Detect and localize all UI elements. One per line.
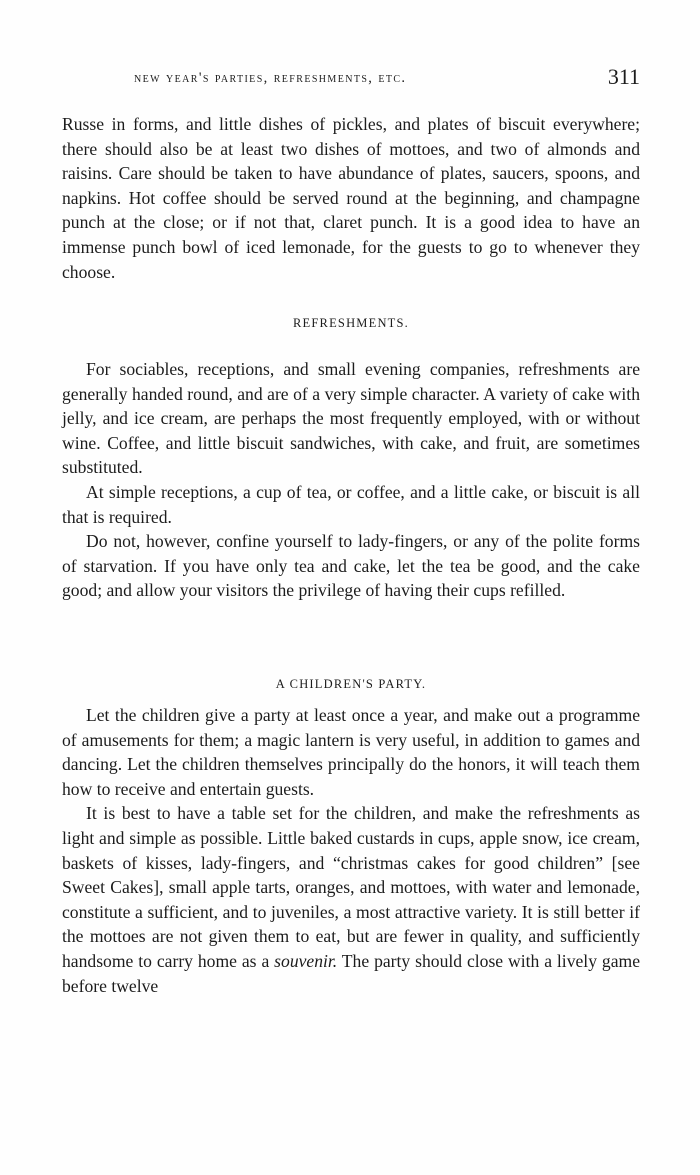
running-head: new year's parties, refreshments, etc. [134,70,407,86]
paragraph-children-party: Let the children give a party at least once a year, and make out a programme of amusements for them; a magic lantern is very useful, in addition to games and dancing. Let the children themselves principally do the honors, it will teach them how to receive and entertain guests. [62,705,640,799]
paragraph-lady-fingers: Do not, however, confine yourself to lady-fingers, or any of the polite forms of starvation. If you have only tea and cake, let the tea be good, and the cake good; and allow your visitors the privilege of having their cups refilled. [62,531,640,601]
page-header [62,64,640,96]
text-block-top [62,112,640,284]
page-number: 311 [607,64,640,89]
text-block-childrens-party [62,703,640,998]
souvenir-word: souvenir. [274,950,338,971]
paragraph-simple-receptions: At simple receptions, a cup of tea, or coffee, and a little cake, or biscuit is all that is required. [62,481,640,527]
paragraph-table-set-text: It is best to have a table set for the children, and make the refreshments as light and simple as possible. Little baked custards in cups, apple snow, ice cream, baskets of kisses, lady-fingers, and “christmas cakes for good children” [see Sweet Cakes], small apple tarts, oranges, and mottoes, with water and lemonade, constitute a sufficient, and to juveniles, a most attractive variety. It is still better if the mottoes are not given them to eat, but are fewer in quality, and sufficiently handsome to carry home as a [62,803,640,971]
text-block-refreshments [62,357,640,603]
paragraph-table-set-end: The party should close with a lively game before twelve [62,950,640,996]
section-heading-refreshments: REFRESHMENTS. [293,316,409,330]
section-heading-childrens-party: A CHILDREN'S PARTY. [275,677,427,691]
paragraph-continued: Russe in forms, and little dishes of pickles, and plates of biscuit everywhere; there should also be at least two dishes of mottoes, and two of almonds and raisins. Care should be taken to have abundance of plates, saucers, spoons, and napkins. Hot coffee should be served round at the beginning, and champagne punch at the close; or if not that, claret punch. It is a good idea to have an immense punch bowl of iced lemonade, for the guests to go to whenever they choose. [62,114,640,282]
paragraph-sociables: For sociables, receptions, and small evening companies, refreshments are generally handed round, and are of a very simple character. A variety of cake with jelly, and ice cream, are perhaps the most frequently employed, with or without wine. Coffee, and little biscuit sandwiches, with cake, and fruit, are sometimes substituted. [62,359,640,478]
paragraph-table-set [62,801,640,998]
